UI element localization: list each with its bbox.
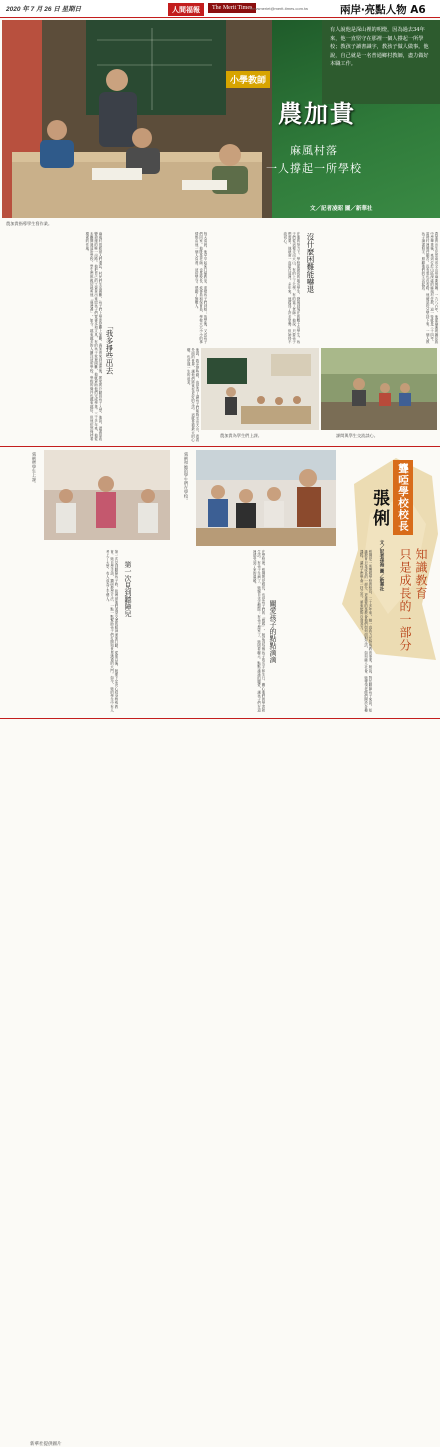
section-divider — [0, 446, 440, 447]
photo-caption: 農加貴指導學生寫作業。 — [6, 221, 53, 226]
photo-caption: 張俐帶學生上課。 — [32, 452, 37, 486]
article-intro: 有人說他是深山裡的明燈，因為過去34年來，他一直堅守在那裡一個人撐起一所學校；教孩子讀書識字，教孩子做人做事。他說，自己就是一名普通鄉村教師，盡力做好本職工作。 — [322, 20, 440, 104]
teaching-photo-illustration — [201, 348, 319, 430]
contact-email: newsmeriet@merit-times.com.tw — [250, 6, 309, 11]
photo-caption: 農加貴為學生們上課。 — [220, 433, 262, 438]
article-body-text: 第一次見到聽障孩子時，張俐被他們渴望交流的眼神深深打動。從那以後，她便下定決心投身特殊教育。她自學手語，鑽研教學方法，一點一點幫助孩子們打開與世界溝通的大門。如今，她的學生中有人考上了大學，有人成為了手藝人。 — [105, 550, 118, 712]
photo-caption: 課間與學生交流談心。 — [336, 433, 378, 438]
article-subtitle: 麻風村落 — [290, 144, 338, 157]
outdoor-photo-illustration — [321, 348, 437, 430]
article-headline: 張俐 — [369, 489, 389, 529]
page-footer — [0, 718, 440, 1447]
section-subhead: 「我多掙些出去 — [105, 322, 114, 375]
article-body-text: 張俐是一所聾啞學校的校長，二十多年來，她一直致力於特殊教育事業。她說，對於聽障孩子來說，知識教育只是成長的一部分，更重要的是教會他們如何面對生活，如何融入社會。她帶領老師們開設各種課程，讓孩子們學會一技之長，將來能夠自食其力。 — [359, 550, 372, 712]
photo-caption: 張俐和她的學生們在學校。 — [184, 452, 189, 503]
issue-date: 2020 年 7 月 26 日 星期日 — [6, 6, 82, 13]
newspaper-logo: 人間福報 — [168, 3, 204, 16]
article-subtitle: 知識教育 — [414, 548, 428, 600]
article-byline: 文／記者凌昭 圖／新華社 — [310, 206, 373, 212]
newspaper-english-name: The Merit Times — [208, 3, 256, 13]
article-body-text: 麻風村曾經被人們遺忘，村民們生活困難，孩子們上學更是難上加難。農加貴來到這裡後，挨家挨戶動員孩子入學，他說，讀書是改變命運的唯一出路。他把自己的工資拿出來給孩子們買書本和文具，有的孩子家裡困難，他就資助他們完成學業。三十多年來，他從未離開過這所學校，學生們都親切地叫他「農爸爸」。如今，越來越多的人關注這所學校，學校的條件也越來越好，但他依然保持着樸素的作風。 — [84, 232, 102, 441]
main-photo-classroom — [2, 20, 272, 218]
article-kicker: 聾啞學校校長 — [393, 460, 413, 535]
section-subhead: 第一次見到聽障兒 — [124, 561, 132, 617]
class-photo-illustration — [44, 450, 170, 540]
section-title: 兩岸‧亮點人物 A6 — [340, 4, 426, 16]
article-body-text: 每天清晨，他早早起床打掃教室，迎接孩子們到校；放學後，又送孩子們回家。他既是老師，也是校長、炊事員和保育員，學校大大小小的事情都由他一個人負責。這份堅守，感動了無數人。 — [194, 232, 207, 344]
article-body-text: 在他的努力下，學校從最初的幾名學生，發展到現在的數十名學生。孩子們從這裡走出大山，有的上了大學，有的當了老師。他說，只要孩子們需要，他就會一直留在這裡。多年來，他獲得了許多榮譽，但始終不改初心。 — [282, 232, 300, 344]
article-byline: 文／記者孫海 圖／新華社 — [379, 540, 384, 592]
article-kicker: 小學教師 — [226, 71, 270, 88]
article-body-text: 他說，我多掙些錢，也是為了讓孩子們能夠走出大山，看看外面的世界，讓他們將來有更好的生活。這就是他最大的心願，也是他一生的追求。 — [186, 348, 199, 442]
article-body-text: 在學校裡，張俐既是校長，也是孩子們的「媽媽」。她記得每個孩子的名字和生日，關心他們的學習和生活。有孩子生病了，她親自送去醫院；有孩子想家了，她陪着聊天。點點滴滴的關愛，讓孩子們在這裡感受到了家的溫暖。 — [252, 550, 265, 712]
photo-zhangli-class — [44, 450, 170, 540]
footer-caption: 新華社提供圖片 — [30, 1442, 62, 1447]
article-headline: 農加貴 — [278, 99, 356, 128]
classroom-photo-illustration — [2, 20, 272, 218]
photo-zhangli-students — [196, 450, 336, 546]
article-subtitle: 只是成長的一部分 — [398, 548, 412, 652]
photo-teaching — [201, 348, 319, 430]
students-photo-illustration — [196, 450, 336, 546]
photo-outdoor-chat — [321, 348, 437, 430]
section-subhead: 沒什麼困難能嚇退 — [306, 233, 315, 293]
article-subtitle: 一人撐起一所學校 — [266, 162, 362, 175]
section-subhead: 關愛孩子的點點滴滴 — [269, 600, 277, 663]
article-body-text: 農加貴出生於雲南省文山州麻栗坡縣，一九八六年，他從麻栗坡縣民族中學畢業後，來到位於山區深處的麻風村任教，這一待就是三十四年。當時村裡條件艱苦，沒有電也沒有路，他硬是咬牙堅持下來，一個人教孩子讀書寫字，照顧他們的生活起居。 — [420, 232, 438, 344]
page-header — [0, 0, 440, 18]
